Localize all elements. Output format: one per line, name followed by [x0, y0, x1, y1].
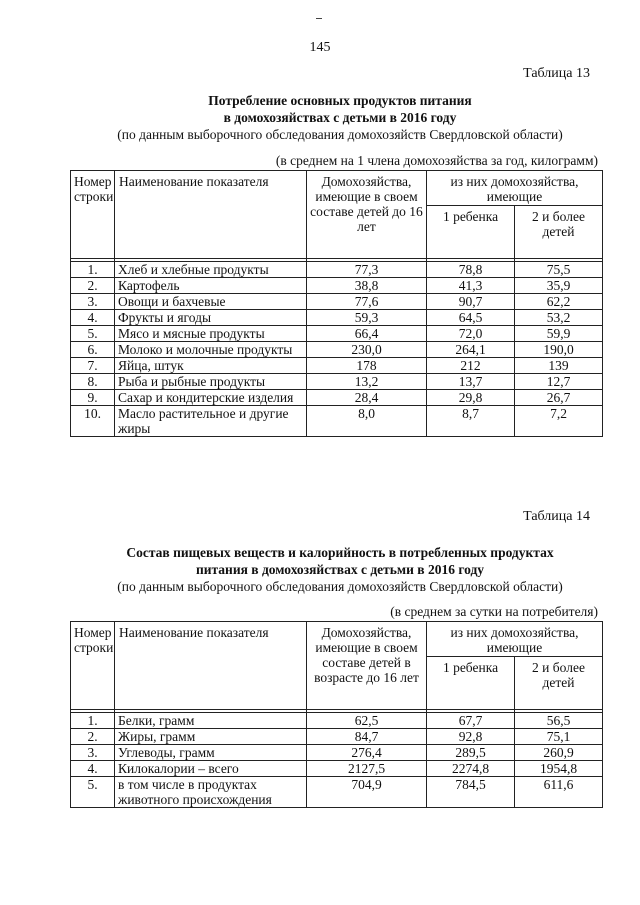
households-value-cell: 230,0 — [307, 342, 427, 358]
table14-units: (в среднем за сутки на потребителя) — [390, 604, 598, 619]
indicator-cell: Молоко и молочные продукты — [115, 342, 307, 358]
indicator-cell: Овощи и бахчевые — [115, 294, 307, 310]
table14-subtitle: (по данным выборочного обследования домохозяйств Свердловской области) — [117, 579, 563, 594]
households-value-cell: 59,3 — [307, 310, 427, 326]
indicator-cell: Рыба и рыбные продукты — [115, 374, 307, 390]
row-number-cell: 3. — [71, 745, 115, 761]
table-row — [71, 278, 603, 294]
households-value-cell: 84,7 — [307, 729, 427, 745]
header-indicator: Наименование показателя — [115, 171, 307, 259]
row-number-cell: 2. — [71, 278, 115, 294]
one-child-value-cell: 8,7 — [427, 406, 515, 437]
indicator-cell: в том числе в продуктах животного происхождения — [115, 777, 307, 808]
two-plus-value-cell: 7,2 — [515, 406, 603, 437]
table13-title-line2: в домохозяйствах с детьми в 2016 году — [223, 110, 457, 125]
table-row — [71, 326, 603, 342]
indicator-cell: Белки, грамм — [115, 713, 307, 729]
header-of-which: из них домохозяйства, имеющие — [427, 622, 603, 657]
two-plus-value-cell: 611,6 — [515, 777, 603, 808]
one-child-value-cell: 289,5 — [427, 745, 515, 761]
row-number-cell: 8. — [71, 374, 115, 390]
indicator-cell: Масло растительное и другие жиры — [115, 406, 307, 437]
row-number-cell: 10. — [71, 406, 115, 437]
two-plus-value-cell: 53,2 — [515, 310, 603, 326]
households-value-cell: 62,5 — [307, 713, 427, 729]
header-one-child: 1 ребенка — [427, 205, 515, 258]
table-row — [71, 310, 603, 326]
row-number-cell: 1. — [71, 262, 115, 278]
header-households: Домохозяйства, имеющие в своем составе детей до 16 лет — [307, 171, 427, 259]
households-value-cell: 77,6 — [307, 294, 427, 310]
table-row — [71, 390, 603, 406]
row-number-cell: 5. — [71, 777, 115, 808]
one-child-value-cell: 29,8 — [427, 390, 515, 406]
indicator-cell: Жиры, грамм — [115, 729, 307, 745]
one-child-value-cell: 78,8 — [427, 262, 515, 278]
one-child-value-cell: 41,3 — [427, 278, 515, 294]
header-indicator: Наименование показателя — [115, 622, 307, 710]
row-number-cell: 5. — [71, 326, 115, 342]
households-value-cell: 38,8 — [307, 278, 427, 294]
table13-title-line1: Потребление основных продуктов питания — [208, 93, 472, 108]
one-child-value-cell: 2274,8 — [427, 761, 515, 777]
scan-mark — [316, 18, 322, 19]
indicator-cell: Килокалории – всего — [115, 761, 307, 777]
indicator-cell: Фрукты и ягоды — [115, 310, 307, 326]
one-child-value-cell: 90,7 — [427, 294, 515, 310]
row-number-cell: 7. — [71, 358, 115, 374]
header-of-which: из них домохозяйства, имеющие — [427, 171, 603, 206]
one-child-value-cell: 72,0 — [427, 326, 515, 342]
table-row — [71, 262, 603, 278]
one-child-value-cell: 92,8 — [427, 729, 515, 745]
one-child-value-cell: 67,7 — [427, 713, 515, 729]
table14-title-line1: Состав пищевых веществ и калорийность в потребленных продуктах — [126, 545, 554, 560]
table-row — [71, 294, 603, 310]
header-two-plus: 2 и более детей — [515, 205, 603, 258]
households-value-cell: 704,9 — [307, 777, 427, 808]
header-two-plus: 2 и более детей — [515, 656, 603, 709]
one-child-value-cell: 212 — [427, 358, 515, 374]
table-row — [71, 374, 603, 390]
header-households: Домохозяйства, имеющие в своем составе детей в возрасте до 16 лет — [307, 622, 427, 710]
table13 — [70, 170, 603, 437]
table14-label: Таблица 14 — [523, 509, 590, 524]
two-plus-value-cell: 62,2 — [515, 294, 603, 310]
two-plus-value-cell: 139 — [515, 358, 603, 374]
table-row — [71, 713, 603, 729]
row-number-cell: 4. — [71, 761, 115, 777]
one-child-value-cell: 13,7 — [427, 374, 515, 390]
table-row — [71, 358, 603, 374]
table-row — [71, 777, 603, 808]
indicator-cell: Яйца, штук — [115, 358, 307, 374]
two-plus-value-cell: 75,1 — [515, 729, 603, 745]
table-row — [71, 745, 603, 761]
indicator-cell: Картофель — [115, 278, 307, 294]
table-row — [71, 729, 603, 745]
two-plus-value-cell: 12,7 — [515, 374, 603, 390]
households-value-cell: 178 — [307, 358, 427, 374]
header-row-no: Номер строки — [71, 171, 115, 259]
row-number-cell: 6. — [71, 342, 115, 358]
indicator-cell: Углеводы, грамм — [115, 745, 307, 761]
households-value-cell: 276,4 — [307, 745, 427, 761]
two-plus-value-cell: 35,9 — [515, 278, 603, 294]
table14 — [70, 621, 603, 808]
two-plus-value-cell: 26,7 — [515, 390, 603, 406]
row-number-cell: 1. — [71, 713, 115, 729]
two-plus-value-cell: 75,5 — [515, 262, 603, 278]
two-plus-value-cell: 56,5 — [515, 713, 603, 729]
row-number-cell: 9. — [71, 390, 115, 406]
two-plus-value-cell: 190,0 — [515, 342, 603, 358]
households-value-cell: 66,4 — [307, 326, 427, 342]
table-row — [71, 761, 603, 777]
table13-subtitle: (по данным выборочного обследования домохозяйств Свердловской области) — [117, 127, 563, 142]
indicator-cell: Хлеб и хлебные продукты — [115, 262, 307, 278]
one-child-value-cell: 64,5 — [427, 310, 515, 326]
one-child-value-cell: 784,5 — [427, 777, 515, 808]
households-value-cell: 2127,5 — [307, 761, 427, 777]
two-plus-value-cell: 260,9 — [515, 745, 603, 761]
row-number-cell: 3. — [71, 294, 115, 310]
one-child-value-cell: 264,1 — [427, 342, 515, 358]
page-number: 145 — [309, 40, 331, 55]
table-row — [71, 406, 603, 437]
two-plus-value-cell: 59,9 — [515, 326, 603, 342]
indicator-cell: Сахар и кондитерские изделия — [115, 390, 307, 406]
row-number-cell: 4. — [71, 310, 115, 326]
two-plus-value-cell: 1954,8 — [515, 761, 603, 777]
header-row-no: Номер строки — [71, 622, 115, 710]
header-one-child: 1 ребенка — [427, 656, 515, 709]
households-value-cell: 28,4 — [307, 390, 427, 406]
table13-label: Таблица 13 — [523, 66, 590, 81]
table14-title-line2: питания в домохозяйствах с детьми в 2016 году — [195, 562, 485, 577]
indicator-cell: Мясо и мясные продукты — [115, 326, 307, 342]
households-value-cell: 13,2 — [307, 374, 427, 390]
table-row — [71, 342, 603, 358]
households-value-cell: 77,3 — [307, 262, 427, 278]
row-number-cell: 2. — [71, 729, 115, 745]
households-value-cell: 8,0 — [307, 406, 427, 437]
table13-units: (в среднем на 1 члена домохозяйства за год, килограмм) — [275, 153, 598, 168]
